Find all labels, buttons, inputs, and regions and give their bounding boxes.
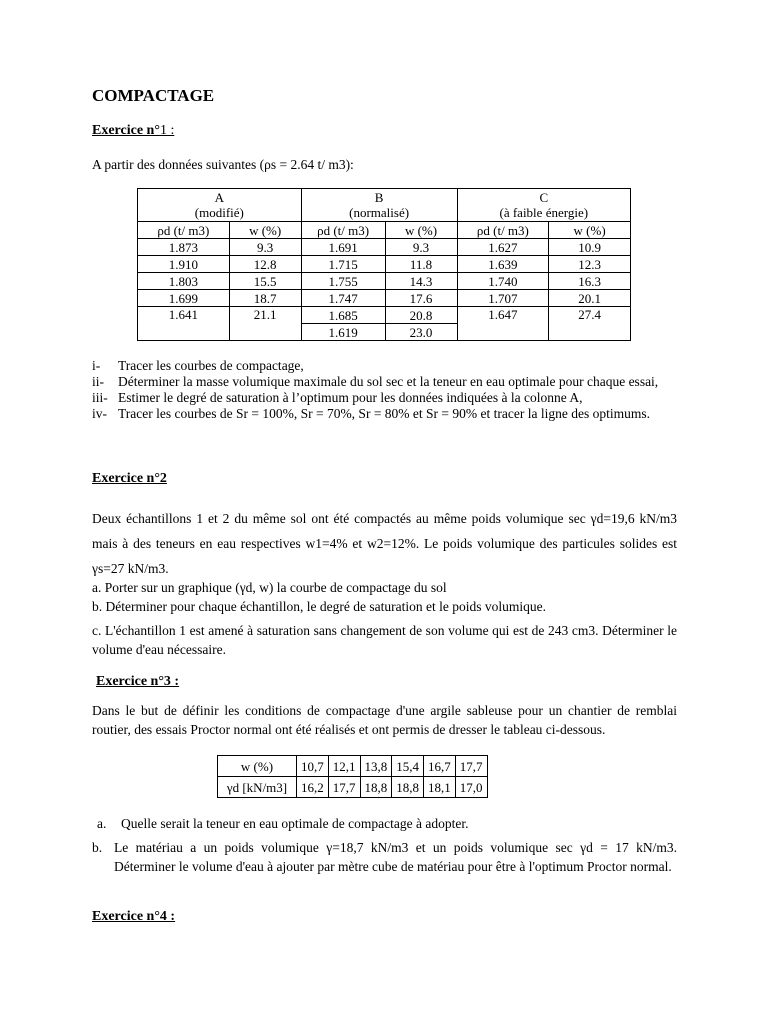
list-item: ii- Déterminer la masse volumique maximale du sol sec et la teneur en eau optimale pour chaque essai, [92,374,659,389]
row-label-gamma: γd [kN/m3] [218,777,297,798]
row-label-w: w (%) [218,756,297,777]
table-row: 1.803 15.5 1.755 14.3 1.740 16.3 [138,273,631,290]
table-row: w (%) 10,7 12,1 13,8 15,4 16,7 17,7 [218,756,488,777]
exercise-3-question-b: b. Le matériau a un poids volumique γ=18,7 kN/m3 et un poids volumique sec γd = 17 kN/m3. Déterminer le volume d'eau à ajouter par mètre cube de matériau pour être à l'optimum Proctor normal. [92,840,677,874]
col-rho-c: ρd (t/ m3) [457,222,549,239]
exercise-2-heading: Exercice n°2 [92,471,167,486]
table-row: 1.873 9.3 1.691 9.3 1.627 10.9 [138,239,631,256]
exercise-2-question-a: a. Porter sur un graphique (γd, w) la courbe de compactage du sol [92,580,447,595]
group-c-header: C (à faible énergie) [457,189,630,222]
table-row: 1.699 18.7 1.747 17.6 1.707 20.1 [138,290,631,307]
list-item: iii- Estimer le degré de saturation à l’optimum pour les données indiquées à la colonne A, [92,390,583,405]
exercise-1-questions [92,358,677,422]
col-rho-b: ρd (t/ m3) [301,222,385,239]
list-item: i- Tracer les courbes de compactage, [92,358,304,373]
group-b-header: B (normalisé) [301,189,457,222]
exercise-1-heading [92,123,174,139]
exercise-2-question-c: c. L'échantillon 1 est amené à saturation sans changement de son volume qui est de 243 cm3. Déterminer le volume d'eau nécessaire. [92,623,677,657]
table-row: 1.641 21.1 1.685 20.8 1.647 27.4 [138,307,631,324]
exercise-2-paragraph: Deux échantillons 1 et 2 du même sol ont été compactés au même poids volumique sec γd=19,6 kN/m3 mais à des teneurs en eau respectives w1=4% et w2=12%. Le poids volumique des particules solides est γs=27 kN/m3. [92,511,677,576]
exercise-3-question-a: a. Quelle serait la teneur en eau optimale de compactage à adopter. [97,816,469,831]
group-a-header: A (modifié) [138,189,302,222]
column-headers [138,222,631,239]
proctor-table [217,755,488,798]
exercise-2-question-b: b. Déterminer pour chaque échantillon, le degré de saturation et le poids volumique. [92,599,546,614]
col-w-c: w (%) [549,222,631,239]
col-w-a: w (%) [229,222,301,239]
exercise-4-heading: Exercice n°4 : [92,909,176,924]
table-row: 1.910 12.8 1.715 11.8 1.639 12.3 [138,256,631,273]
col-w-b: w (%) [385,222,457,239]
compaction-data-table [137,188,631,341]
table-row: 1.619 23.0 [138,324,631,341]
exercise-3-heading: Exercice n°3 : [96,674,180,689]
exercise-1-heading-label: Exercice n° [92,123,160,138]
col-rho-a: ρd (t/ m3) [138,222,230,239]
exercise-1-intro: A partir des données suivantes (ρs = 2.64 t/ m3): [92,157,354,172]
page-title: COMPACTAGE [92,86,215,105]
list-item: iv- Tracer les courbes de Sr = 100%, Sr = 70%, Sr = 80% et Sr = 90% et tracer la ligne des optimums. [92,406,650,421]
table-row: γd [kN/m3] 16,2 17,7 18,8 18,8 18,1 17,0 [218,777,488,798]
exercise-1-heading-number: 1 : [159,123,175,138]
exercise-3-paragraph: Dans le but de définir les conditions de compactage d'une argile sableuse pour un chantier de remblai routier, des essais Proctor normal ont été réalisés et ont permis de dresser le tableau ci-dessous. [92,703,677,737]
